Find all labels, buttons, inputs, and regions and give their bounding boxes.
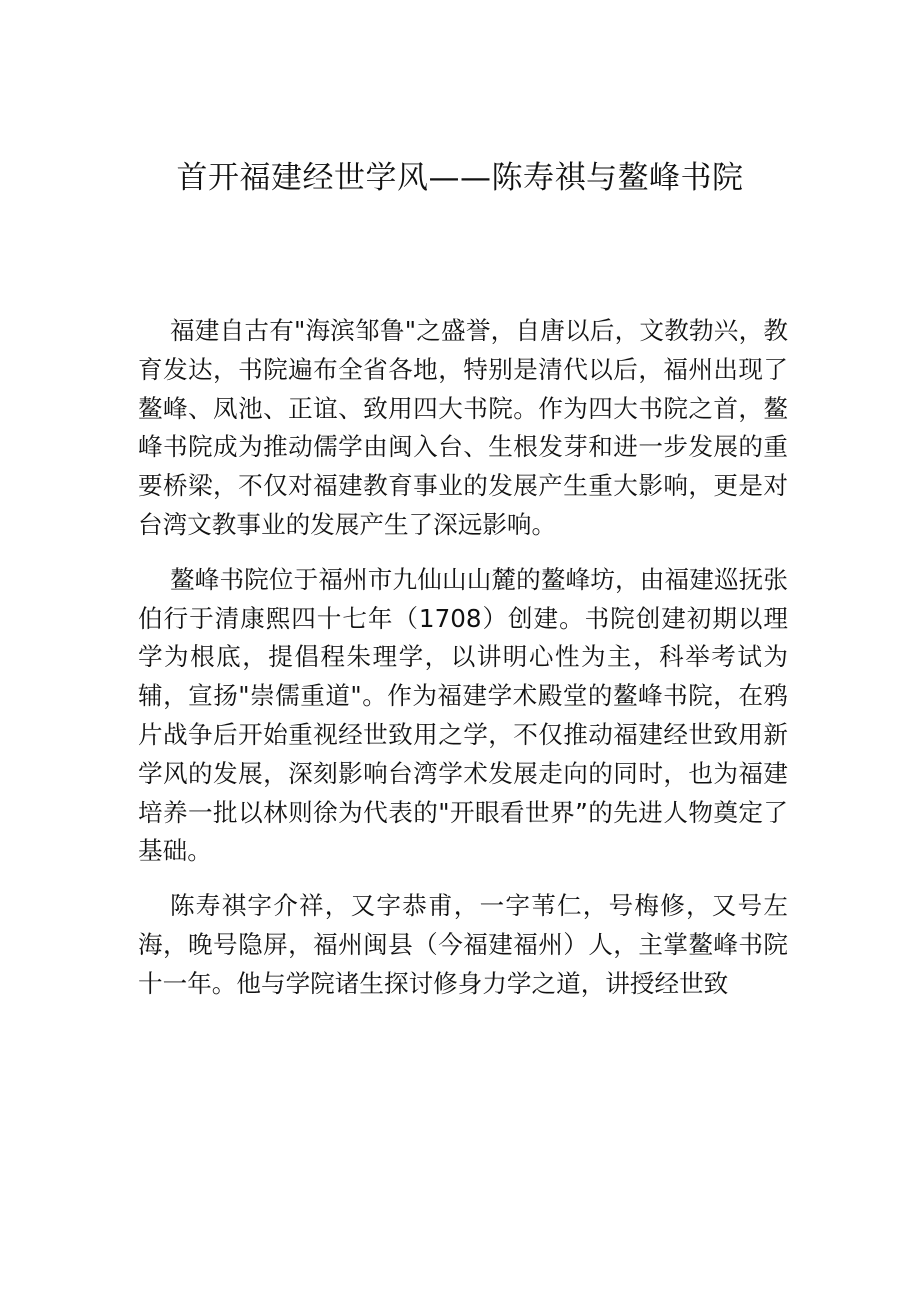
paragraph-chen-shouqi: 陈寿祺字介祥，又字恭甫，一字苇仁，号梅修，又号左海，晚号隐屏，福州闽县（今福建福州）人，主掌鳌峰书院十一年。他与学院诸生探讨修身力学之道，讲授经世致 [138,891,788,998]
paragraph-intro: 福建自古有"海滨邹鲁"之盛誉，自唐以后，文教勃兴，教育发达，书院遍布全省各地，特别是清代以后，福州出现了鳌峰、凤池、正谊、致用四大书院。作为四大书院之首，鳌峰书院成为推动儒学由闽入台、生根发芽和进一步发展的重要桥梁，不仅对福建教育事业的发展产生重大影响，更是对台湾文教事业的发展产生了深远影响。 [138,316,788,539]
document-title: 首开福建经世学风——陈寿祺与鳌峰书院 [176,160,744,196]
paragraph-aofeng-academy: 鳌峰书院位于福州市九仙山山麓的鳌峰坊，由福建巡抚张伯行于清康熙四十七年（1708）创建。书院创建初期以理学为根底，提倡程朱理学，以讲明心性为主，科举考试为辅，宣扬"崇儒重道"。作为福建学术殿堂的鳌峰书院，在鸦片战争后开始重视经世致用之学，不仅推动福建经世致用新学风的发展，深刻影响台湾学术发展走向的同时，也为福建培养一批以林则徐为代表的"开眼看世界”的先进人物奠定了基础。 [138,564,788,866]
document-body [138,312,788,1020]
